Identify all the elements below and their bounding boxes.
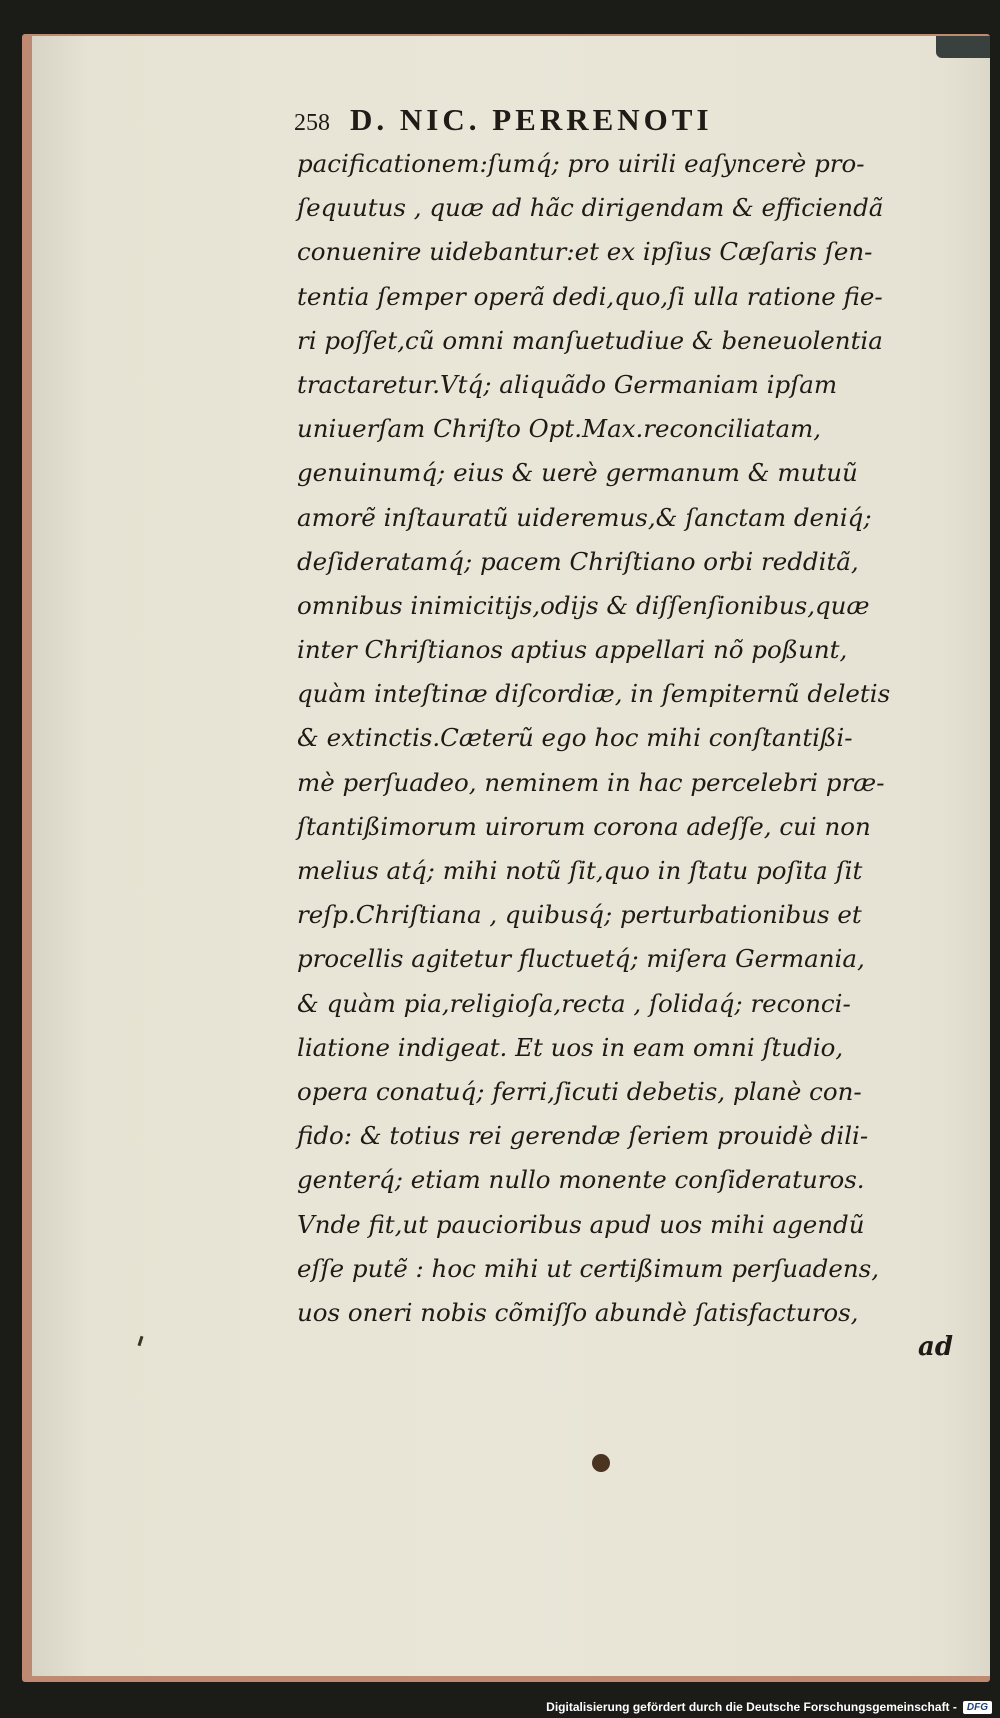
- text-line: liatione indigeat. Et uos in eam omni ſtudio,: [297, 1032, 844, 1062]
- text-line: melius atq́; mihi notũ ſit,quo in ſtatu poſita ſit: [297, 856, 863, 885]
- text-line: procellis agitetur fluctuetq́; miſera Germania,: [297, 944, 865, 974]
- text-line: genterq́; etiam nullo monente conſideraturos.: [297, 1165, 865, 1195]
- text-line: quàm inteſtinæ diſcordiæ, in ſempiternũ deletis: [297, 679, 891, 709]
- text-line: uos oneri nobis cõmiſſo abundè ſatisfacturos,: [297, 1297, 859, 1327]
- text-line: conuenire uidebantur:et ex ipſius Cæſaris ſen-: [297, 237, 873, 267]
- text-line: amorẽ inſtauratũ uideremus,& ſanctam deniq́;: [297, 502, 872, 532]
- text-line: inter Chriſtianos aptius appellari nõ poßunt,: [297, 635, 848, 665]
- text-line: pacificationem:ſumq́; pro uirili eaſyncerè pro-: [297, 149, 865, 178]
- text-line: ſtantißimorum uirorum corona adeſſe, cui non: [297, 811, 871, 841]
- dfg-logo: DFG: [963, 1701, 992, 1714]
- text-line: omnibus inimicitijs,odijs & diſſenſionibus,quæ: [297, 590, 870, 620]
- text-line: tractaretur.Vtq́; aliquãdo Germaniam ipſam: [297, 369, 838, 399]
- text-line: fido: & totius rei gerendæ ſeriem prouidè dili-: [297, 1121, 869, 1151]
- running-title: D. NIC. PERRENOTI: [350, 102, 713, 137]
- text-line: & quàm pia,religioſa,recta , ſolidaq́; reconci-: [297, 988, 851, 1018]
- ink-blot: [592, 1454, 610, 1472]
- text-line: Vnde fit,ut paucioribus apud uos mihi agendũ: [297, 1209, 865, 1239]
- body-text: [297, 142, 957, 1335]
- text-line: & extinctis.Cæterũ ego hoc mihi conſtantißi-: [297, 723, 853, 753]
- text-line: deſideratamq́; pacem Chriſtiano orbi redditã,: [297, 546, 859, 576]
- digitization-footer: [546, 1700, 992, 1714]
- catchword: ad: [918, 1332, 954, 1362]
- text-line: eſſe putẽ : hoc mihi ut certißimum perſuadens,: [297, 1253, 879, 1283]
- clip-tab: [936, 36, 990, 58]
- text-line: opera conatuq́; ferri,ſicuti debetis, planè con-: [297, 1076, 862, 1106]
- page-number: 258: [294, 110, 330, 136]
- text-line: tentia ſemper operã dedi,quo,ſi ulla ratione fie-: [297, 281, 883, 311]
- running-head: [294, 102, 713, 138]
- text-line: ſequutus , quæ ad hãc dirigendam & efficiendã: [297, 193, 884, 223]
- funding-credit: Digitalisierung gefördert durch die Deutsche Forschungsgemeinschaft -: [546, 1700, 957, 1714]
- text-line: genuinumq́; eius & uerè germanum & mutuũ: [297, 458, 858, 488]
- text-line: ri poſſet,cũ omni manſuetudiue & beneuolentia: [297, 325, 883, 355]
- text-line: mè perſuadeo, neminem in hac percelebri præ-: [297, 767, 885, 797]
- text-line: uniuerſam Chriſto Opt.Max.reconciliatam,: [297, 414, 822, 444]
- text-line: reſp.Chriſtiana , quibusq́; perturbationibus et: [297, 900, 862, 930]
